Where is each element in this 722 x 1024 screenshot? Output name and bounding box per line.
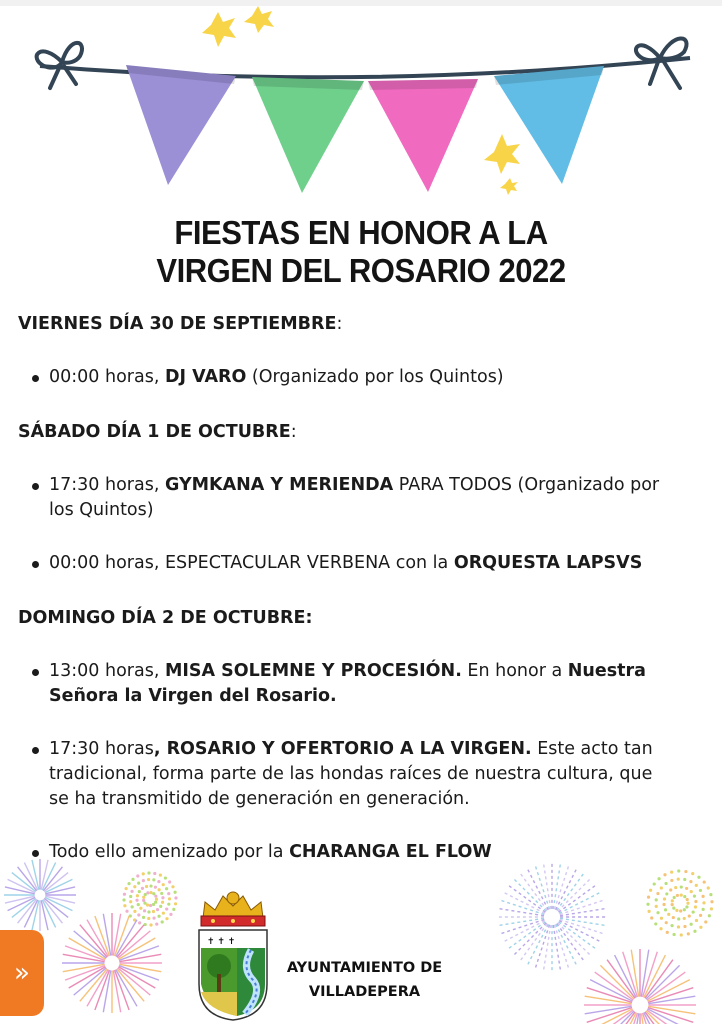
firework-spark: [135, 899, 138, 902]
firework-spark: [154, 886, 157, 889]
firework-spark: [664, 882, 667, 885]
firework-spark: [665, 921, 668, 924]
friday-heading-text: VIERNES DÍA 30 DE SEPTIEMBRE: [18, 314, 337, 334]
pennant-green: [252, 77, 364, 193]
firework-spark: [670, 879, 673, 882]
firework-spark: [174, 891, 177, 894]
firework-spark: [702, 901, 705, 904]
event-note: Este acto tan tradicional, forma parte de las hondas raíces de nuestra cultura, que se ha transmitido de generación en generación.: [49, 739, 653, 809]
firework-spark: [157, 915, 160, 918]
firework-spark: [680, 893, 683, 896]
firework-spark: [693, 895, 696, 898]
firework-spark: [670, 871, 673, 874]
saturday-heading-colon: :: [290, 422, 297, 442]
firework-spark: [156, 908, 159, 911]
day-heading-saturday: [18, 420, 668, 445]
list-item: [18, 659, 668, 709]
firework-spark: [707, 886, 710, 889]
firework-spark: [147, 910, 150, 913]
firework-right-dots: [646, 869, 713, 936]
firework-spark: [152, 878, 155, 881]
firework-spark: [701, 895, 704, 898]
firework-spark: [677, 869, 680, 872]
firework-spark: [660, 886, 663, 889]
firework-spark: [155, 923, 158, 926]
firework-ray: [590, 1009, 632, 1024]
firework-spark: [655, 898, 658, 901]
firework-spark: [687, 932, 690, 935]
firework-spark: [684, 870, 687, 873]
firework-spark: [153, 872, 156, 875]
event-text: Todo ello amenizado por la: [49, 842, 290, 862]
event-title: MISA SOLEMNE Y PROCESIÓN.: [164, 661, 462, 681]
firework-spark: [131, 905, 134, 908]
firework-spark: [710, 900, 713, 903]
firework-spark: [165, 887, 168, 890]
firework-spark: [663, 897, 666, 900]
firework-left-small: [62, 913, 162, 1013]
firework-spark: [161, 896, 164, 899]
day-heading-sunday: DOMINGO DÍA 2 DE OCTUBRE:: [18, 608, 313, 628]
firework-spark: [690, 890, 693, 893]
pennant-blue: [494, 66, 604, 184]
firework-spark: [122, 898, 125, 901]
event-title: DJ VARO: [164, 367, 247, 387]
firework-spark: [172, 908, 175, 911]
firework-spark: [672, 907, 675, 910]
firework-spark: [174, 896, 177, 899]
firework-spark: [646, 903, 649, 906]
firework-spark: [141, 887, 144, 890]
firework-spark: [677, 877, 680, 880]
event-time: 13:00 horas,: [49, 661, 165, 681]
list-item: [18, 737, 668, 812]
firework-spark: [142, 896, 145, 899]
friday-heading-colon: :: [336, 314, 343, 334]
municipality-name: [282, 956, 447, 1004]
firework-spark: [666, 931, 669, 934]
firework-spark: [149, 904, 152, 907]
firework-spark: [679, 909, 682, 912]
firework-spark: [154, 895, 157, 898]
firework-spark: [161, 901, 164, 904]
firework-right: [498, 863, 606, 971]
firework-spark: [688, 914, 691, 917]
firework-spark: [142, 879, 145, 882]
firework-spark: [680, 933, 683, 936]
event-time: 00:00 horas, ESPECTACULAR VERBENA con la: [49, 553, 454, 573]
list-item: [18, 473, 668, 523]
firework-spark: [659, 927, 662, 930]
firework-spark: [149, 891, 152, 894]
firework-spark: [161, 920, 164, 923]
next-button[interactable]: [0, 930, 44, 1016]
firework-spark: [695, 919, 698, 922]
title-line-2: VIRGEN DEL ROSARIO 2022: [156, 252, 566, 289]
firework-spark: [168, 880, 171, 883]
municipality-line-1: AYUNTAMIENTO DE: [286, 960, 443, 976]
firework-spark: [149, 884, 152, 887]
firework-left: [4, 859, 178, 931]
firework-spark: [702, 908, 705, 911]
firework-spark: [672, 916, 675, 919]
firework-spark: [165, 907, 168, 910]
municipality-line-2: VILLADEPERA: [308, 984, 421, 1000]
firework-spark: [123, 904, 126, 907]
firework-spark: [169, 913, 172, 916]
firework-spark: [152, 910, 155, 913]
firework-spark: [689, 880, 692, 883]
firework-spark: [125, 910, 128, 913]
firework-spark: [159, 874, 162, 877]
firework-spark: [130, 890, 133, 893]
firework-spark: [676, 894, 679, 897]
firework-spark: [686, 902, 689, 905]
pennant-pink: [368, 79, 478, 192]
firework-spark: [685, 905, 688, 908]
firework-spark: [137, 913, 140, 916]
firework-spark: [160, 892, 163, 895]
firework-spark: [669, 888, 672, 891]
firework-spark: [683, 895, 686, 898]
firework-spark: [683, 925, 686, 928]
firework-spark: [164, 876, 167, 879]
event-title: CHARANGA EL FLOW: [289, 842, 492, 862]
firework-spark: [136, 894, 139, 897]
firework-spark: [147, 917, 150, 920]
firework-spark: [155, 898, 158, 901]
firework-spark: [174, 902, 177, 905]
firework-spark: [708, 914, 711, 917]
pennant-purple: [126, 65, 236, 185]
firework-spark: [127, 882, 130, 885]
firework-spark: [136, 874, 139, 877]
firework-spark: [133, 885, 136, 888]
firework-spark: [667, 913, 670, 916]
list-item: [18, 365, 668, 390]
firework-spark: [142, 916, 145, 919]
firework-spark: [146, 891, 149, 894]
star-icon-3: [484, 134, 520, 174]
firework-spark: [694, 905, 697, 908]
firework-spark: [675, 909, 678, 912]
firework-spark: [137, 903, 140, 906]
firework-spark: [159, 905, 162, 908]
firework-spark: [686, 898, 689, 901]
saturday-heading-text: SÁBADO DÍA 1 DE OCTUBRE: [18, 422, 291, 442]
firework-spark: [709, 893, 712, 896]
firework-spark: [699, 889, 702, 892]
firework-spark: [139, 907, 142, 910]
firework-spark: [154, 901, 157, 904]
firework-spark: [143, 909, 146, 912]
firework-spark: [653, 882, 656, 885]
firework-spark: [649, 889, 652, 892]
firework-spark: [167, 903, 170, 906]
firework-spark: [670, 924, 673, 927]
firework-spark: [168, 897, 171, 900]
firework-spark: [660, 917, 663, 920]
event-time: 00:00 horas,: [49, 367, 165, 387]
firework-spark: [138, 890, 141, 893]
schedule: [18, 312, 668, 893]
firework-spark: [673, 896, 676, 899]
title-line-1: FIESTAS EN HONOR A LA: [174, 214, 548, 251]
firework-spark: [647, 896, 650, 899]
firework-spark: [133, 910, 136, 913]
firework-spark: [671, 903, 674, 906]
firework-spark: [657, 877, 660, 880]
firework-spark: [138, 921, 141, 924]
firework-spark: [656, 892, 659, 895]
firework-spark: [683, 917, 686, 920]
list-item: [18, 551, 668, 576]
event-note: En honor a: [461, 661, 568, 681]
star-icon-4: [500, 178, 518, 195]
firework-spark: [710, 907, 713, 910]
firework-spark: [147, 878, 150, 881]
firework-right-bottom: [584, 949, 696, 1024]
event-title: ORQUESTA LAPSVS: [453, 553, 643, 573]
firework-spark: [662, 903, 665, 906]
event-note: (Organizado por los Quintos): [246, 367, 504, 387]
firework-spark: [694, 900, 697, 903]
double-chevron-right-icon: »: [14, 958, 30, 988]
firework-spark: [167, 892, 170, 895]
firework-spark: [683, 878, 686, 881]
firework-spark: [143, 902, 146, 905]
firework-spark: [129, 900, 132, 903]
firework-spark: [137, 882, 140, 885]
firework-spark: [171, 885, 174, 888]
firework-spark: [690, 923, 693, 926]
firework-spark: [123, 893, 126, 896]
firework-spark: [671, 899, 674, 902]
firework-spark: [158, 888, 161, 891]
firework-spark: [152, 916, 155, 919]
firework-spark: [673, 933, 676, 936]
firework-spark: [654, 922, 657, 925]
firework-spark: [663, 873, 666, 876]
day-heading-friday: [18, 312, 668, 337]
firework-spark: [677, 925, 680, 928]
event-note: PARA TODOS (Organizado por los Quintos): [49, 475, 660, 520]
firework-spark: [162, 883, 165, 886]
svg-text:✝ ✝ ✝: ✝ ✝ ✝: [207, 937, 236, 947]
firework-spark: [665, 892, 668, 895]
firework-spark: [692, 910, 695, 913]
event-time: 17:30 horas: [49, 739, 154, 759]
star-icon-1: [202, 12, 236, 47]
firework-spark: [142, 872, 145, 875]
star-icon-2: [244, 6, 274, 33]
firework-spark: [677, 917, 680, 920]
firework-spark: [691, 872, 694, 875]
coat-of-arms-icon: [193, 888, 273, 1022]
event-title: GYMKANA Y MERIENDA: [164, 475, 394, 495]
event-dedication: Nuestra Señora la Virgen del Rosario.: [49, 661, 646, 706]
firework-spark: [131, 878, 134, 881]
firework-spark: [157, 880, 160, 883]
firework-spark: [165, 917, 168, 920]
page-title: [22, 214, 701, 290]
firework-ray: [647, 1009, 689, 1024]
firework-spark: [693, 930, 696, 933]
firework-spark: [699, 926, 702, 929]
firework-spark: [125, 887, 128, 890]
firework-spark: [680, 885, 683, 888]
bunting-decoration: [0, 0, 722, 205]
event-title: , ROSARIO Y OFERTORIO A LA VIRGEN.: [153, 739, 532, 759]
firework-spark: [674, 886, 677, 889]
left-bow-icon: [37, 43, 82, 88]
firework-spark: [145, 885, 148, 888]
firework-spark: [142, 899, 145, 902]
firework-spark: [703, 880, 706, 883]
firework-spark: [655, 905, 658, 908]
firework-spark: [697, 876, 700, 879]
firework-spark: [685, 887, 688, 890]
event-time: 17:30 horas,: [49, 475, 165, 495]
firework-spark: [664, 908, 667, 911]
firework-spark: [704, 920, 707, 923]
firework-spark: [648, 910, 651, 913]
firework-spark: [129, 895, 132, 898]
firework-spark: [147, 871, 150, 874]
firework-spark: [656, 911, 659, 914]
firework-spark: [149, 923, 152, 926]
firework-spark: [650, 916, 653, 919]
firework-spark: [695, 884, 698, 887]
firework-spark: [162, 912, 165, 915]
firework-spark: [699, 914, 702, 917]
firework-spark: [683, 908, 686, 911]
